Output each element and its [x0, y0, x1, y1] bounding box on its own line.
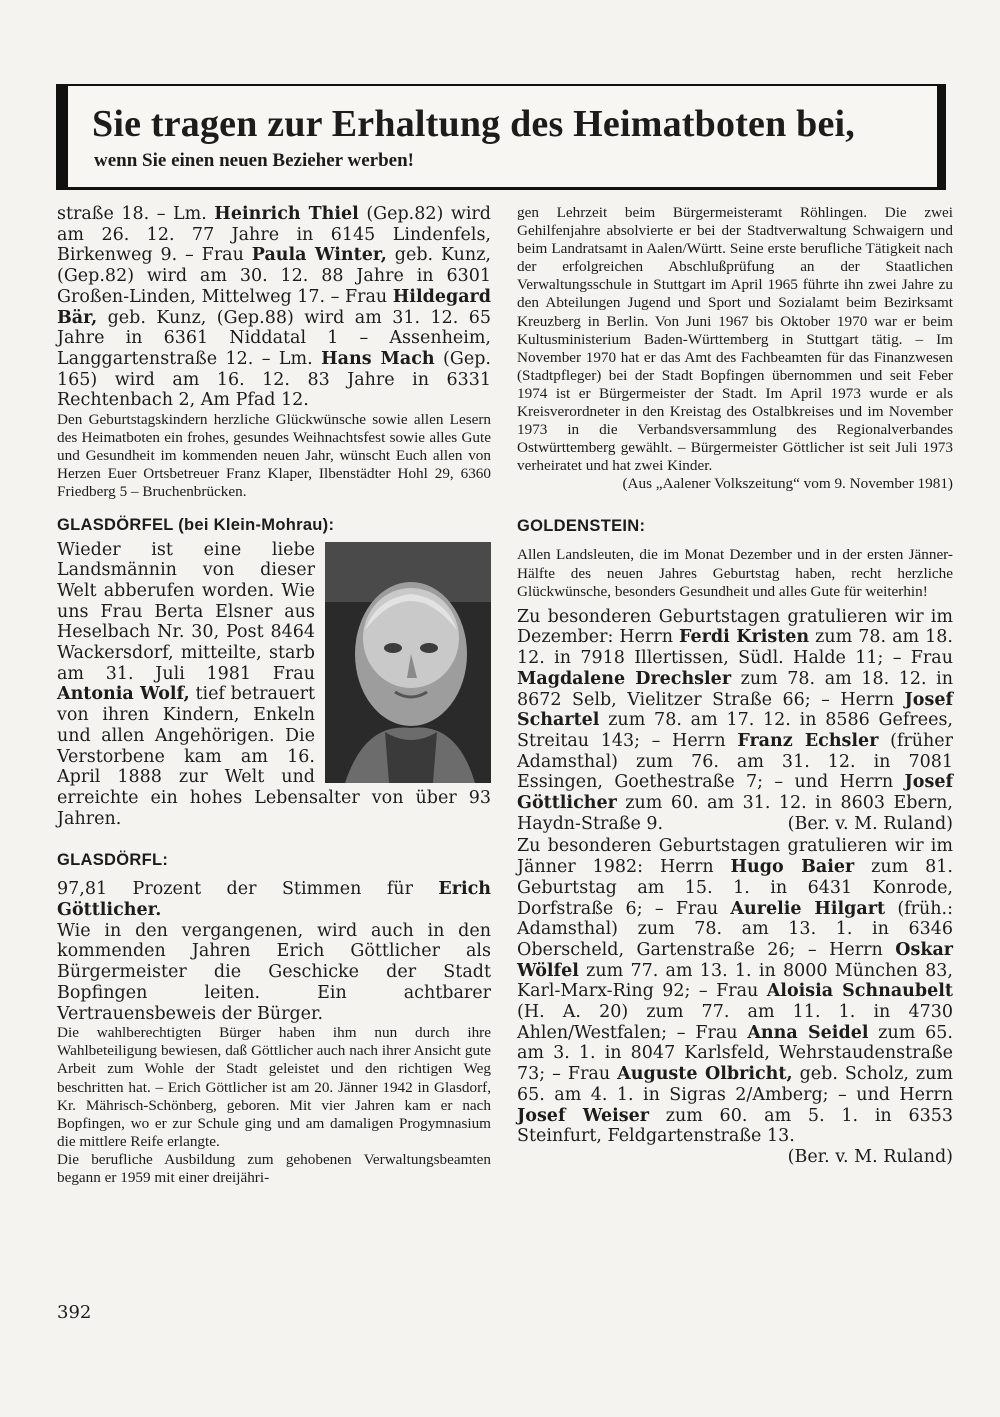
career-continuation: gen Lehrzeit beim Bürgermeisteramt Röhlingen. Die zwei Gehilfenjahre absolvierte er bei der Stadtverwaltung Schwaigern und beim Landratsamt in Aalen/Württ. Seine erste berufliche Tätigkeit nach der erfolgreichen Abschlußprüfung an der Staatlichen Verwaltungsschule in Stuttgart im April 1965 führte ihn zwei Jahre zu den Abteilungen Jugend und Sport und Sozialamt beim Bezirksamt Kreuzberg in Berlin. Von Juni 1967 bis Oktober 1970 war er beim Kultusministerium Baden-Württemberg in Stuttgart tätig. – Im November 1970 hat er das Amt des Fachbeamten für das Finanzwesen (Stadtpfleger) bei der Stadt Bopfingen übernommen und seit Feber 1974 ist er Bürgermeister der Stadt. Im April 1973 wurde er als Kreisverordneter in den Kreistag des Ostalbkreises und im November 1973 in die Verbandsversammlung des Regionalverbandes Ostwürttemberg gewählt. – Bürgermeister Göttlicher ist seit Juli 1973 verheiratet und hat zwei Kinder. [517, 204, 953, 475]
election-headline: 97,81 Prozent der Stimmen für Erich Göttlicher. [57, 879, 491, 921]
person-name: Aloisia Schnaubelt [766, 981, 953, 1002]
banner-title: Sie tragen zur Erhaltung des Heimatboten bei, [92, 103, 856, 145]
person-name: Paula Winter, [251, 245, 387, 266]
person-name: Antonia Wolf, [57, 684, 190, 705]
page-number: 392 [57, 1302, 92, 1323]
source-citation: (Aus „Aalener Volkszeitung“ vom 9. November 1981) [622, 475, 953, 493]
section-heading-glasdoerfl: GLASDÖRFL: [57, 851, 169, 870]
birthday-list-continued: straße 18. – Lm. Heinrich Thiel (Gep.82) wird am 26. 12. 77 Jahre in 6145 Lindenfels, Birkenweg 9. – Frau Paula Winter, geb. Kunz, (Gep.82) wird am 30. 12. 88 Jahre in 6301 Großen-Linden, Mittelweg 17. – Frau Hildegard Bär, geb. Kunz, (Gep.88) wird am 31. 12. 65 Jahre in 6361 Niddatal 1 – Assenheim, Langgartenstraße 12. – Lm. Hans Mach (Gep. 165) wird am 16. 12. 83 Jahre in 6331 Rechtenbach 2, Am Pfad 12. [57, 204, 491, 411]
obituary-text: Wieder ist eine liebe Landsmännin von dieser Welt abberufen worden. Wie uns Frau Berta Elsner aus Heselbach Nr. 30, Post 8464 Wackersdorf, mitteilte, starb am 31. Juli 1981 Frau Antonia Wolf, tief betrauert von ihren Kindern, Enkeln und allen Angehörigen. Die Verstorbene kam am 16. April 1888 zur Welt und erreichte ein hohes Lebensalter von über 93 Jahren. [57, 539, 491, 829]
person-name: Heinrich Thiel [214, 204, 359, 224]
december-birthdays: Zu besonderen Geburtstagen gratulieren wir im Dezember: Herrn Ferdi Kristen zum 78. am 18. 12. in 7918 Illertissen, Südl. Halde 11; – Frau Magdalene Drechsler zum 78. am 18. 12. in 8672 Selb, Vielitzer Straße 66; – Herrn Josef Schartel zum 78. am 17. 12. in 8586 Gefrees, Streitau 143; – Herrn Franz Echsler (früher Adamsthal) zum 76. am 31. 12. in 7081 Essingen, Goethestraße 7; – und Herrn Josef Göttlicher zum 60. am 31. 12. in 8603 Ebern, Haydn-Straße 9. (Ber. v. M. Ruland) [517, 606, 953, 834]
person-name: Josef Schartel [517, 689, 953, 731]
subscription-banner [56, 84, 946, 190]
right-column [517, 204, 953, 1168]
goldenstein-greeting: Allen Landsleuten, die im Monat Dezember und in der ersten Jänner-Hälfte des neuen Jahres Geburtstag haben, recht herzliche Glückwünsche, besonders Gesundheit und alles Gute für weiterhin! [517, 546, 953, 600]
person-name: Josef Göttlicher [517, 772, 953, 814]
person-name: Erich Göttlicher. [57, 879, 491, 921]
section-heading-goldenstein: GOLDENSTEIN: [517, 517, 646, 536]
person-name: Franz Echsler [737, 730, 879, 751]
january-birthdays: Zu besonderen Geburtstagen gratulieren wir im Jänner 1982: Herrn Hugo Baier zum 81. Geburtstag am 15. 1. in 6431 Konrode, Dorfstraße 6; – Frau Aurelie Hilgart (früh.: Adamsthal) zum 78. am 13. 1. in 6346 Oberscheld, Gartenstraße 26; – Herrn Oskar Wölfel zum 77. am 13. 1. in 8000 München 83, Karl-Marx-Ring 92; – Frau Aloisia Schnaubelt (H. A. 20) zum 77. am 11. 1. in 4730 Ahlen/Westfalen; – Frau Anna Seidel zum 65. am 3. 1. in 8047 Karlsfeld, Wehrstaudenstraße 73; – Frau Auguste Olbricht, geb. Scholz, zum 65. am 4. 1. in Sigras 2/Amberg; – und Herrn Josef Weiser zum 60. am 5. 1. in 6353 Steinfurt, Feldgartenstraße 13. [517, 836, 954, 1147]
person-name: Ferdi Kristen [679, 627, 810, 648]
portrait-image [325, 542, 491, 783]
career-start: Die berufliche Ausbildung zum gehobenen Verwaltungsbeamten begann er 1959 mit einer dreijähri- [57, 1150, 491, 1187]
person-name: Hans Mach [321, 348, 435, 369]
holiday-greeting: Den Geburtstagskindern herzliche Glückwünsche sowie allen Lesern des Heimatboten ein frohes, gesundes Weihnachtsfest sowie alles Gute und Gesundheit im kommenden neuen Jahr, wünscht Euch allen von Herzen Euer Ortsbetreuer Franz Klaper, Ilbenstädter Hohl 29, 6360 Friedberg 5 – Bruchenbrücken. [57, 411, 491, 501]
banner-subtitle: wenn Sie einen neuen Bezieher werben! [94, 150, 414, 171]
left-column [57, 204, 491, 1187]
election-body: Wie in den vergangenen, wird auch in den kommenden Jahren Erich Göttlicher als Bürgermeister die Geschicke der Stadt Bopfingen leiten. Ein achtbarer Vertrauensbeweis der Bürger. [57, 920, 491, 1024]
election-details: Die wahlberechtigten Bürger haben ihm nun durch ihre Wahlbeteiligung bewiesen, daß Göttlicher auch nach ihrer Ansicht gute Arbeit zum Wohle der Stadt geleistet und den richtigen Weg beschritten hat. – Erich Göttlicher ist am 20. Jänner 1942 in Glasdorf, Kr. Mährisch-Schönberg, geboren. Mit vier Jahren kam er nach Bopfingen, wo er zur Schule ging und am damaligen Progymnasium die mittlere Reife erlangte. [57, 1024, 491, 1150]
person-name: Anna Seidel [747, 1022, 869, 1043]
person-name: Aurelie Hilgart [730, 898, 886, 919]
person-name: Oskar Wölfel [517, 939, 953, 981]
person-name: Hildegard Bär, [57, 286, 491, 328]
section-heading-glasdoerfel: GLASDÖRFEL (bei Klein-Mohrau): [57, 515, 335, 534]
reporter-credit: (Ber. v. M. Ruland) [787, 1146, 953, 1167]
portrait-photo [325, 542, 491, 783]
person-name: Auguste Olbricht, [617, 1064, 793, 1085]
person-name: Josef Weiser [517, 1105, 649, 1126]
person-name: Magdalene Drechsler [517, 668, 732, 689]
person-name: Hugo Baier [730, 857, 855, 878]
reporter-credit: (Ber. v. M. Ruland) [787, 813, 953, 834]
